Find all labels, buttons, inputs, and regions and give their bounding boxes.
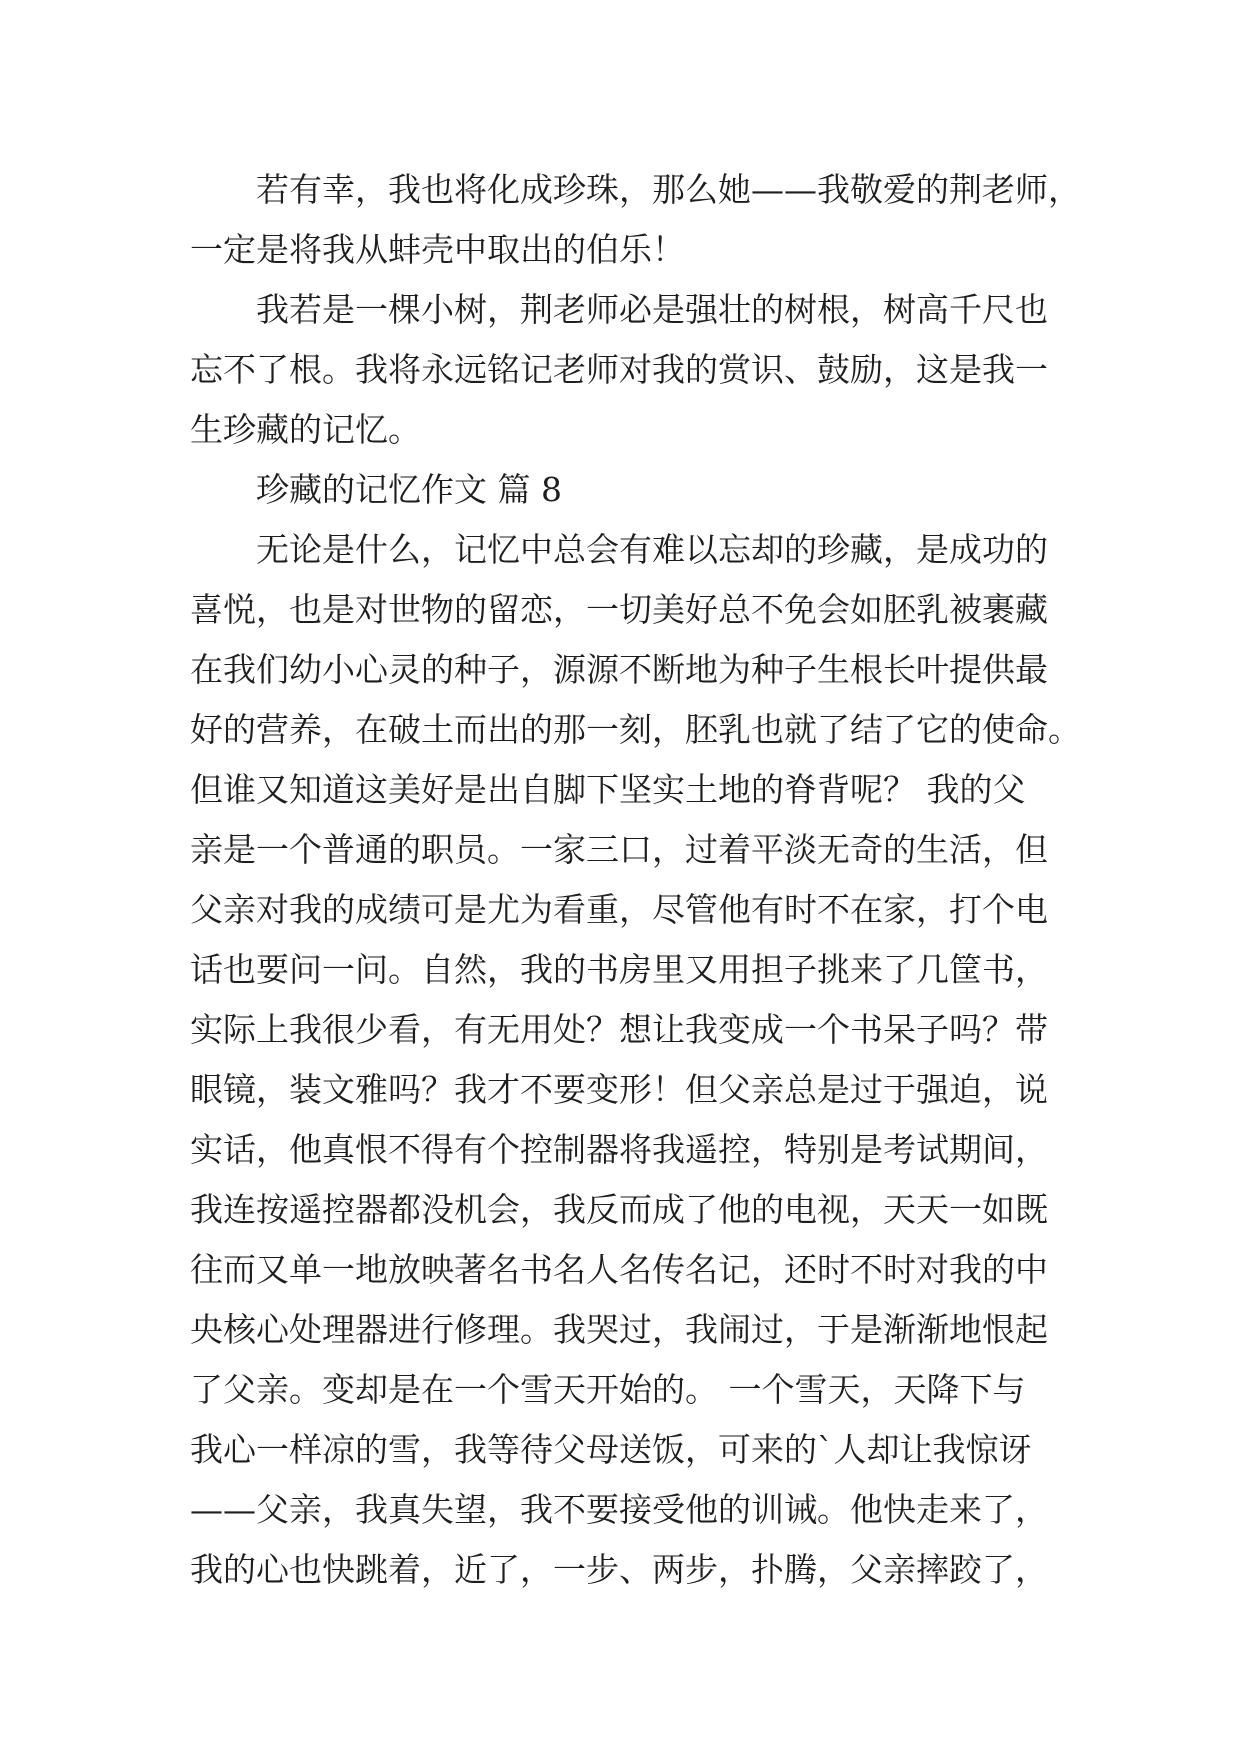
text-line: 无论是什么，记忆中总会有难以忘却的珍藏，是成功的: [256, 530, 1048, 569]
text-line: 往而又单一地放映著名书名人名传名记，还时不时对我的中: [190, 1250, 1048, 1289]
text-line: 好的营养，在破土而出的那一刻，胚乳也就了结了它的使命。: [190, 710, 1081, 749]
section-heading: 珍藏的记忆作文 篇 8: [256, 470, 562, 509]
text-line: 亲是一个普通的职员。一家三口，过着平淡无奇的生活，但: [190, 830, 1048, 869]
text-line: 我若是一棵小树，荆老师必是强壮的树根，树高千尺也: [256, 290, 1048, 329]
text-line: ——父亲，我真失望，我不要接受他的训诫。他快走来了，: [190, 1490, 1048, 1529]
text-line: 生珍藏的记忆。: [190, 410, 421, 449]
text-line: 眼镜，装文雅吗？我才不要变形！但父亲总是过于强迫，说: [190, 1070, 1048, 1109]
text-line: 了父亲。变却是在一个雪天开始的。 一个雪天，天降下与: [190, 1370, 1026, 1409]
text-line: 喜悦，也是对世物的留恋，一切美好总不免会如胚乳被裹藏: [190, 590, 1048, 629]
text-line: 我连按遥控器都没机会，我反而成了他的电视，天天一如既: [190, 1190, 1048, 1229]
text-line: 若有幸，我也将化成珍珠，那么她——我敬爱的荆老师，: [256, 170, 1081, 209]
text-line: 我的心也快跳着，近了，一步、两步，扑腾，父亲摔跤了，: [190, 1550, 1048, 1589]
text-line: 央核心处理器进行修理。我哭过，我闹过，于是渐渐地恨起: [190, 1310, 1048, 1349]
text-line: 一定是将我从蚌壳中取出的伯乐！: [190, 230, 685, 269]
text-line: 在我们幼小心灵的种子，源源不断地为种子生根长叶提供最: [190, 650, 1048, 689]
text-line: 实话，他真恨不得有个控制器将我遥控，特别是考试期间，: [190, 1130, 1048, 1169]
text-line: 但谁又知道这美好是出自脚下坚实土地的脊背呢？ 我的父: [190, 770, 1026, 809]
text-line: 我心一样凉的雪，我等待父母送饭，可来的`人却让我惊讶: [190, 1430, 1032, 1469]
text-line: 话也要问一问。自然，我的书房里又用担子挑来了几筐书，: [190, 950, 1048, 989]
text-line: 忘不了根。我将永远铭记老师对我的赏识、鼓励，这是我一: [190, 350, 1048, 389]
document-body: [190, 160, 1081, 1600]
text-line: 父亲对我的成绩可是尤为看重，尽管他有时不在家，打个电: [190, 890, 1048, 929]
text-line: 实际上我很少看，有无用处？想让我变成一个书呆子吗？带: [190, 1010, 1048, 1049]
